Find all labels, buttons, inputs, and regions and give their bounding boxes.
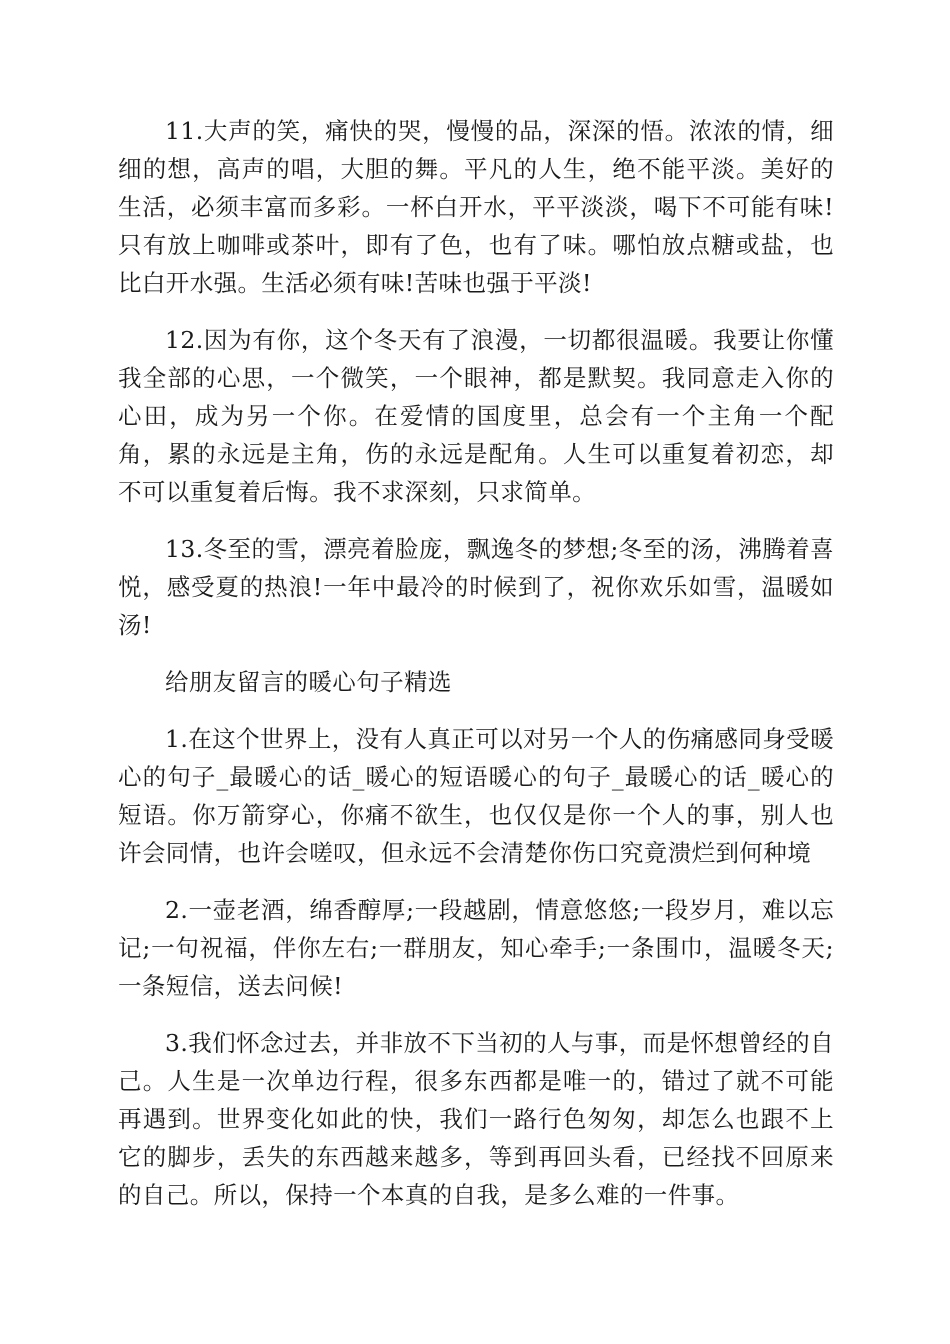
paragraph-13: 13.冬至的雪，漂亮着脸庞，飘逸冬的梦想;冬至的汤，沸腾着喜悦，感受夏的热浪!一年中最冷的时候到了，祝你欢乐如雪，温暖如汤! xyxy=(118,535,834,639)
section-heading: 给朋友留言的暖心句子精选 xyxy=(165,668,452,696)
paragraph-11: 11.大声的笑，痛快的哭，慢慢的品，深深的悟。浓浓的情，细细的想，高声的唱，大胆的舞。平凡的人生，绝不能平淡。美好的生活，必须丰富而多彩。一杯白开水，平平淡淡，喝下不可能有味!只有放上咖啡或茶叶，即有了色，也有了味。哪怕放点糖或盐，也比白开水强。生活必须有味!苦味也强于平淡! xyxy=(118,117,834,297)
paragraph-2: 2.一壶老酒，绵香醇厚;一段越剧，情意悠悠;一段岁月，难以忘记;一句祝福，伴你左右;一群朋友，知心牵手;一条围巾，温暖冬天;一条短信，送去问候! xyxy=(118,896,834,1000)
document-page xyxy=(118,112,834,1233)
paragraph-12: 12.因为有你，这个冬天有了浪漫，一切都很温暖。我要让你懂我全部的心思，一个微笑，一个眼神，都是默契。我同意走入你的心田，成为另一个你。在爱情的国度里，总会有一个主角一个配角，累的永远是主角，伤的永远是配角。人生可以重复着初恋，却不可以重复着后悔。我不求深刻，只求简单。 xyxy=(118,326,834,506)
paragraph-1: 1.在这个世界上，没有人真正可以对另一个人的伤痛感同身受暖心的句子_最暖心的话_暖心的短语暖心的句子_最暖心的话_暖心的短语。你万箭穿心，你痛不欲生，也仅仅是你一个人的事，别人也许会同情，也许会嗟叹，但永远不会清楚你伤口究竟溃烂到何种境 xyxy=(118,725,834,867)
paragraph-3: 3.我们怀念过去，并非放不下当初的人与事，而是怀想曾经的自己。人生是一次单边行程，很多东西都是唯一的，错过了就不可能再遇到。世界变化如此的快，我们一路行色匆匆，却怎么也跟不上它的脚步，丢失的东西越来越多，等到再回头看，已经找不回原来的自己。所以，保持一个本真的自我，是多么难的一件事。 xyxy=(118,1029,834,1209)
